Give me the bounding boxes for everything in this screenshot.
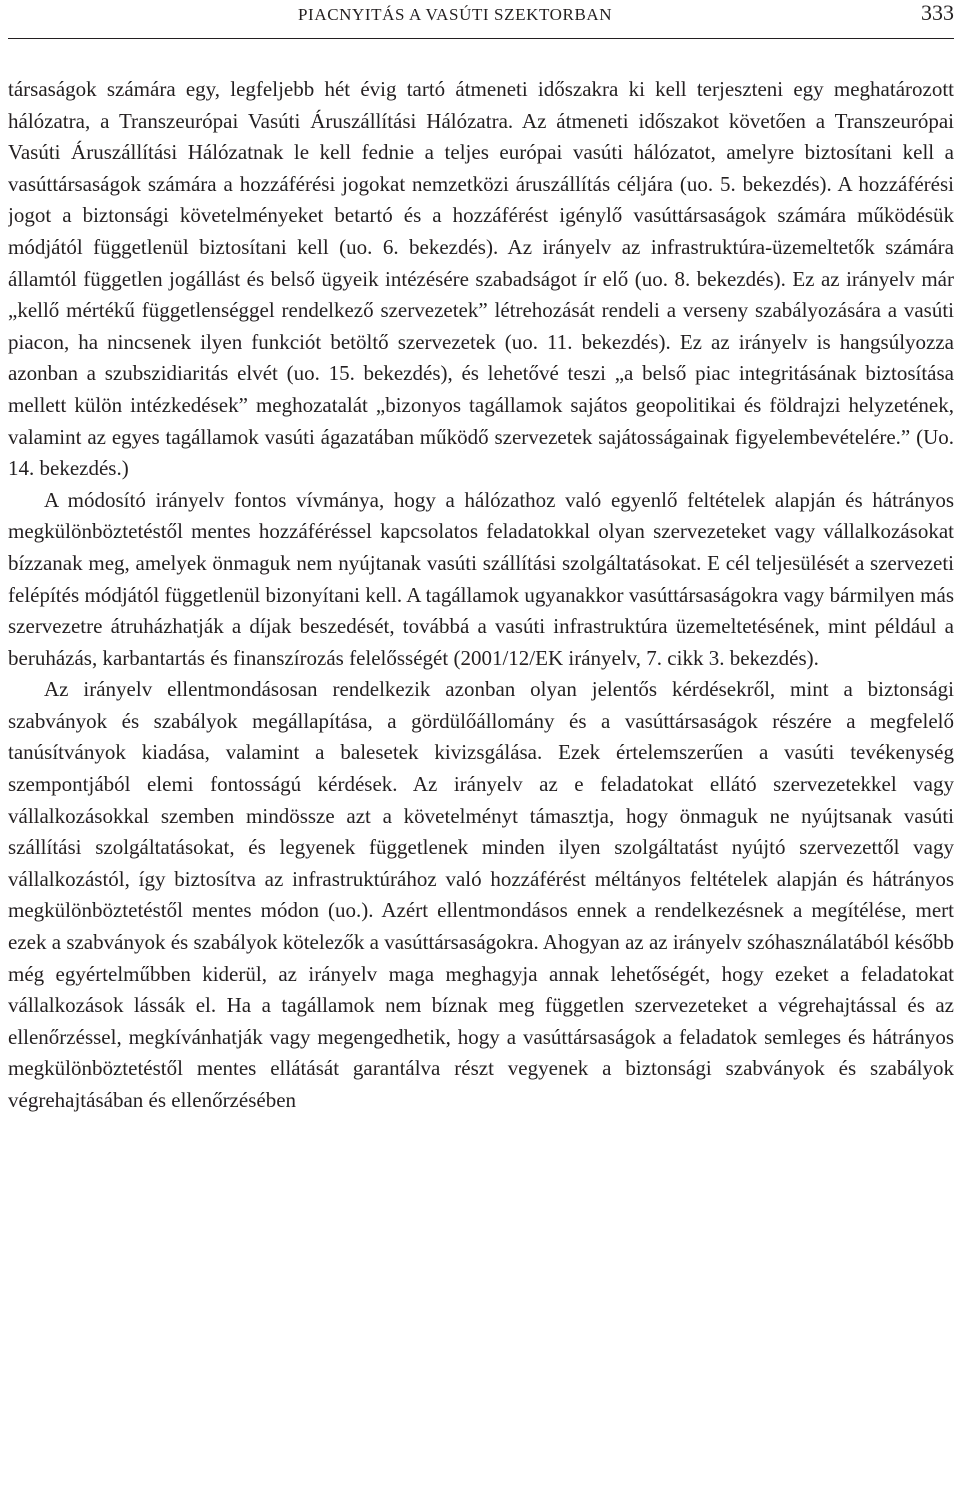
page-number: 333: [921, 0, 954, 25]
running-title: PIACNYITÁS A VASÚTI SZEKTORBAN: [298, 5, 613, 24]
book-page: [8, 0, 954, 1502]
paragraph: A módosító irányelv fontos vívmánya, hogy a hálózathoz való egyenlő feltételek alapján és hátrányos megkülönböztetéstől mentes hozzáféréssel kapcsolatos feladatokkal olyan szervezeteket vagy vállalkozásokat bízzanak meg, amelyek önmaguk nem nyújtanak vasúti szállítási szolgáltatásokat. E cél teljesülését a szervezeti felépítés módjától függetlenül bizonyítani kell. A tagállamok ugyanakkor vasúttársaságokra vagy bármilyen más szervezetre átruházhatják a díjak beszedését, továbbá a vasúti infrastruktúra üzemeltetésének, mint például a beruházás, karbantartás és finanszírozás felelősségét (2001/12/EK irányelv, 7. cikk 3. bekezdés).: [8, 487, 954, 670]
body-text: [8, 74, 954, 1117]
paragraph-continued: társaságok számára egy, legfeljebb hét évig tartó átmeneti időszakra ki kell terjeszteni egy meghatározott hálózatra, a Transzeurópai Vasúti Áruszállítási Hálózatra. Az átmeneti időszakot követően a Transzeurópai Vasúti Áruszállítási Hálózatnak le kell fednie a teljes európai vasúti hálózatot, amelyre biztosítani kell a vasúttársaságok számára a hozzáférési jogokat nemzetközi áruszállítás céljára (uo. 5. bekezdés). A hozzáférési jogot a biztonsági követelményeket betartó és a hozzáférést igénylő vasúttársaságok számára működésük módjától függetlenül biztosítani kell (uo. 6. bekezdés). Az irányelv az infrastruktúra-üzemeltetők számára államtól független jogállást és belső ügyeik intézésére szabadságot ír elő (uo. 8. bekezdés). Ez az irányelv már „kellő mértékű függetlenséggel rendelkező szervezetek” létrehozását rendeli a verseny szabályozására a vasúti piacon, ha nincsenek ilyen funkciót betöltő szervezetek (uo. 11. bekezdés). Ez az irányelv is hangsúlyozza azonban a szubszidiaritás elvét (uo. 15. bekezdés), és lehetővé teszi „a belső piac integritásának biztosítása mellett külön intézkedések” meghozatalát „bizonyos tagállamok sajátos geopolitikai és földrajzi helyzetének, valamint az egyes tagállamok vasúti ágazatában működő szervezetek sajátosságainak figyelembevételére.” (Uo. 14. bekezdés.): [8, 77, 954, 481]
running-head: [8, 0, 954, 39]
paragraph: Az irányelv ellentmondásosan rendelkezik azonban olyan jelentős kérdésekről, mint a biztonsági szabványok és szabályok megállapítása, a gördülőállomány és a vasúttársaságok részére a megfelelő tanúsítványok kiadása, valamint a balesetek kivizsgálása. Ezek értelemszerűen a vasúti tevékenység szempontjából elemi fontosságú kérdések. Az irányelv az e feladatokat ellátó szervezetekkel vagy vállalkozásokkal szemben mindössze azt a követelményt támasztja, hogy önmaguk ne nyújtsanak vasúti szállítási szolgáltatásokat, és legyenek függetlenek minden ilyen szolgáltatást nyújtó szervezettől vagy vállalkozástól, így biztosítva az infrastruktúrához való hozzáférést méltányos feltételek alapján és hátrányos megkülönböztetéstől mentes módon (uo.). Azért ellentmondásos ennek a rendelkezésnek a megítélése, mert ezek a szabványok és szabályok kötelezők a vasúttársaságokra. Ahogyan az az irányelv szóhasználatából később még egyértelműbben kiderül, az irányelv maga meghagyja annak lehetőségét, hogy ezeket a feladatokat vállalkozások lássák el. Ha a tagállamok nem bíznak meg független szervezeteket a végrehajtással és az ellenőrzéssel, megkívánhatják vagy megengedhetik, hogy a vasúttársaságok a feladatok semleges és hátrányos megkülönböztetéstől mentes ellátását garantálva részt vegyenek a biztonsági szabványok és szabályok végrehajtásában és ellenőrzésében: [8, 677, 954, 1112]
